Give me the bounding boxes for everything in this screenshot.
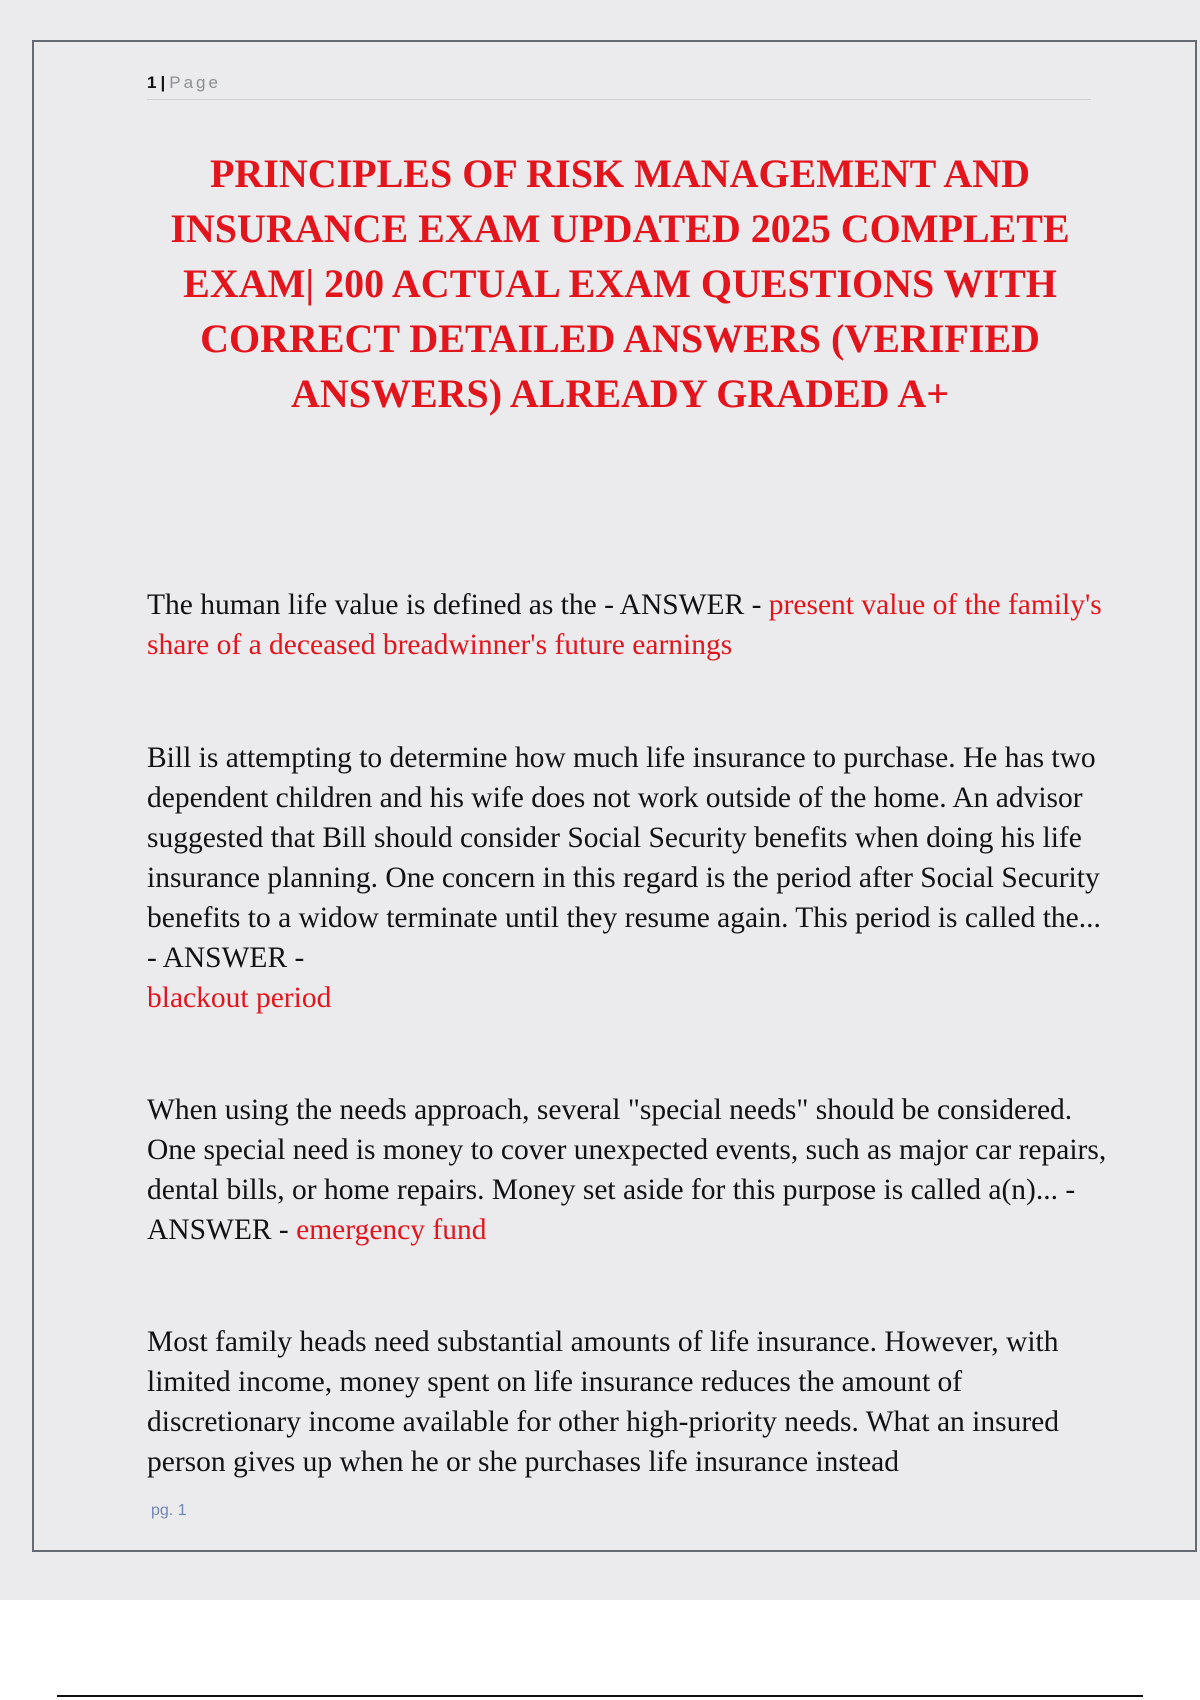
answer-text: emergency fund xyxy=(296,1214,487,1246)
question-text: The human life value is defined as the xyxy=(147,589,597,621)
page-footer: pg. 1 xyxy=(151,1502,187,1519)
page-header xyxy=(147,73,1091,100)
answer-marker: - ANSWER - xyxy=(596,589,769,621)
header-page-label: Page xyxy=(169,73,221,92)
answer-text: blackout period xyxy=(147,982,332,1014)
question-block xyxy=(147,1322,1107,1482)
answer-marker: - ANSWER - xyxy=(147,942,305,974)
question-text: Bill is attempting to determine how much life insurance to purchase. He has two dependent children and his wife does not work outside of the home. An advisor suggested that Bill should consider Social Security benefits when doing his life insurance planning. One concern in this regard is the period after Social Security benefits to a widow terminate until they resume again. This period is called the... xyxy=(147,742,1101,934)
question-text: Most family heads need substantial amounts of life insurance. However, with limited income, money spent on life insurance reduces the amount of discretionary income available for other high-priority needs. What an insured person gives up when he or she purchases life insurance instead xyxy=(147,1326,1060,1478)
question-block xyxy=(147,585,1107,665)
divider-line xyxy=(57,1695,1143,1697)
document-title: PRINCIPLES OF RISK MANAGEMENT AND INSURANCE EXAM UPDATED 2025 COMPLETE EXAM| 200 ACTUAL EXAM QUESTIONS WITH CORRECT DETAILED ANSWERS (VERIFIED ANSWERS) ALREADY GRADED A+ xyxy=(170,151,1070,416)
answer-text: present value of the family's share of a deceased breadwinner's future earnings xyxy=(147,589,1102,661)
header-separator: | xyxy=(160,73,166,92)
document-page xyxy=(32,40,1197,1552)
answer-marker: - ANSWER - xyxy=(147,1174,1076,1246)
header-page-number: 1 xyxy=(147,73,157,92)
question-text: When using the needs approach, several "special needs" should be considered. One special need is money to cover unexpected events, such as major car repairs, dental bills, or home repairs. Money set aside for this purpose is called a(n)... xyxy=(147,1094,1107,1206)
question-block xyxy=(147,1090,1107,1250)
question-block xyxy=(147,738,1107,1018)
